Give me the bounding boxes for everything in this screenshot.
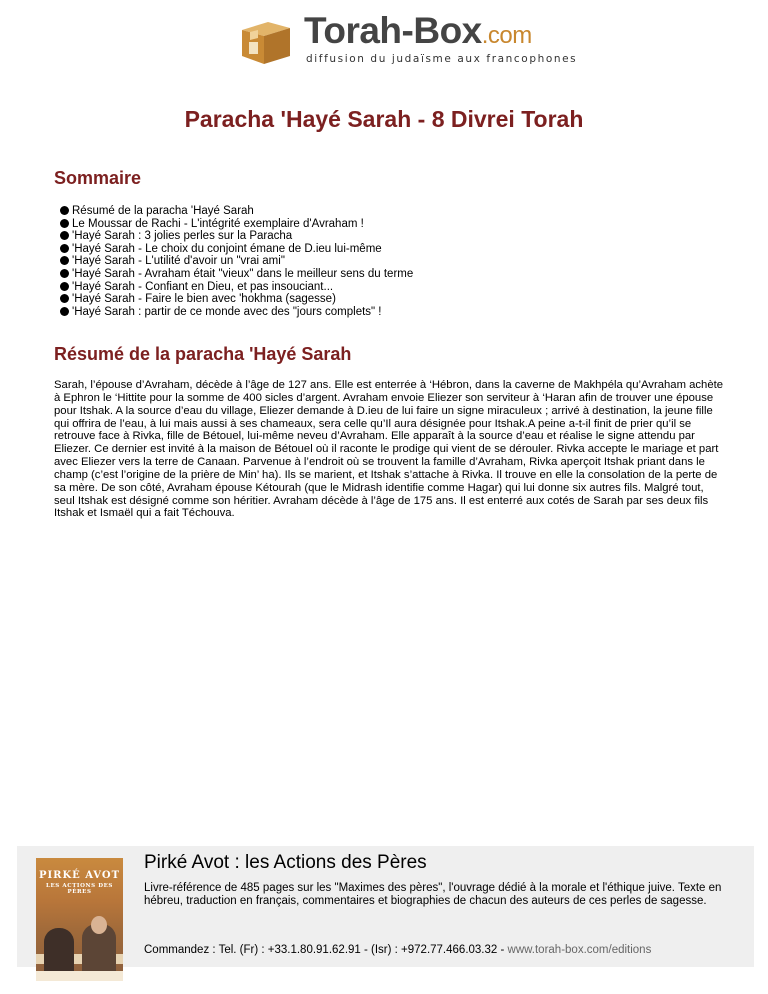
book-cover-image[interactable] [36,858,123,981]
bullet-icon [60,231,69,240]
toc-item-label: 'Hayé Sarah - Avraham était "vieux" dans le meilleur sens du terme [72,267,414,280]
book-cover-footer [36,971,123,981]
logo-domain: .com [481,22,532,49]
toc-item-label: 'Hayé Sarah - Confiant en Dieu, et pas insouciant... [72,280,334,293]
book-illustration-face [91,916,107,934]
promo-description: Livre-référence de 485 pages sur les "Maximes des pères", l'ouvrage dédié à la morale et l'éthique juive. Texte en hébreu, traduction en français, commentaires et biographies de chacun des auteurs de ces perles de sagesse. [144,882,722,908]
bullet-icon [60,269,69,278]
promo-order-link[interactable]: www.torah-box.com/editions [507,944,652,956]
site-logo[interactable] [238,10,578,70]
resume-paragraph: Sarah, l’épouse d’Avraham, décède à l’âge de 127 ans. Elle est enterrée à ‘Hébron, dans la caverne de Makhpéla qu’Avraham achète à Ephron le ‘Hittite pour la somme de 400 sicles d’argent. Avraham envoie Eliezer son serviteur à ‘Haran afin de trouver une épouse pour Itshak. A la source d’eau du village, Eliezer demande à D.ieu de lui faire un signe miraculeux ; arrivé à destination, la jeune fille qui offrira de l’eau, à lui mais aussi à ses chameaux, sera celle qu’Il aura désignée pour Itshak.A peine a-t-il finit de prier qu’il se retrouve face à Rivka, fille de Bétouel, lui-même neveu d’Avraham. Elle apparaît à la source d’eau et réalise le signe attendu par Eliezer. Ce dernier est invité à la maison de Bétouel où il raconte le prodige qui vient de se dérouler. Rivka accepte le mariage et part avec Eliezer vers la terre de Canaan. Parvenue à l’endroit où se trouvent la famille d’Avraham, Rivka aperçoit Itshak priant dans le champ (c’est l’origine de la prière de Min’ ha). Ils se marient, et Itshak s’attache à Rivka. Il trouve en elle la consolation de la perte de sa mère. De son côté, Avraham épouse Kétourah (que le Midrash identifie comme Hagar) qui lui donne six autres fils. Malgré tout, seul Itshak est désigné comme son héritier. Avraham décède à l’âge de 175 ans. Il est enterré aux cotés de Sarah par ses deux fils Itshak et Ismaël qui a fait Téchouva. [54,379,724,520]
logo-tagline: diffusion du judaïsme aux francophones [306,53,578,65]
box-icon [238,16,294,66]
logo-wordmark [304,10,532,52]
book-promo [17,846,754,967]
toc-item[interactable] [60,205,413,218]
toc-item-label: 'Hayé Sarah - Le choix du conjoint émane de D.ieu lui-même [72,242,382,255]
bullet-icon [60,282,69,291]
toc-item-label: Le Moussar de Rachi - L'intégrité exemplaire d'Avraham ! [72,217,364,230]
book-illustration-figure [44,928,74,976]
toc-item-label: Résumé de la paracha 'Hayé Sarah [72,205,254,217]
book-cover-title: PIRKÉ AVOT [38,870,121,881]
toc-item[interactable] [60,306,413,319]
promo-order-contact: Commandez : Tel. (Fr) : +33.1.80.91.62.91 - (Isr) : +972.77.466.03.32 - [144,944,508,956]
toc-item[interactable] [60,218,413,231]
toc-item[interactable] [60,255,413,268]
promo-title[interactable]: Pirké Avot : les Actions des Pères [144,852,427,873]
toc-item[interactable] [60,243,413,256]
toc-item[interactable] [60,281,413,294]
promo-order-line [144,944,651,956]
toc-item[interactable] [60,268,413,281]
book-cover-subtitle: LES ACTIONS DES PÈRES [46,883,113,895]
bullet-icon [60,307,69,316]
bullet-icon [60,244,69,253]
bullet-icon [60,294,69,303]
toc-item-label: 'Hayé Sarah - Faire le bien avec 'hokhma (sagesse) [72,293,336,306]
toc-item[interactable] [60,230,413,243]
table-of-contents [60,205,413,318]
toc-item-label: 'Hayé Sarah : 3 jolies perles sur la Paracha [72,230,293,243]
toc-item[interactable] [60,293,413,306]
page-title: Paracha 'Hayé Sarah - 8 Divrei Torah [184,106,584,132]
toc-item-label: 'Hayé Sarah : partir de ce monde avec des "jours complets" ! [72,305,382,318]
toc-item-label: 'Hayé Sarah - L'utilité d'avoir un "vrai ami" [72,255,285,268]
sommaire-heading: Sommaire [54,168,142,188]
bullet-icon [60,219,69,228]
bullet-icon [60,256,69,265]
bullet-icon [60,206,69,215]
logo-name: Torah-Box [304,10,482,51]
resume-heading: Résumé de la paracha 'Hayé Sarah [54,344,352,364]
